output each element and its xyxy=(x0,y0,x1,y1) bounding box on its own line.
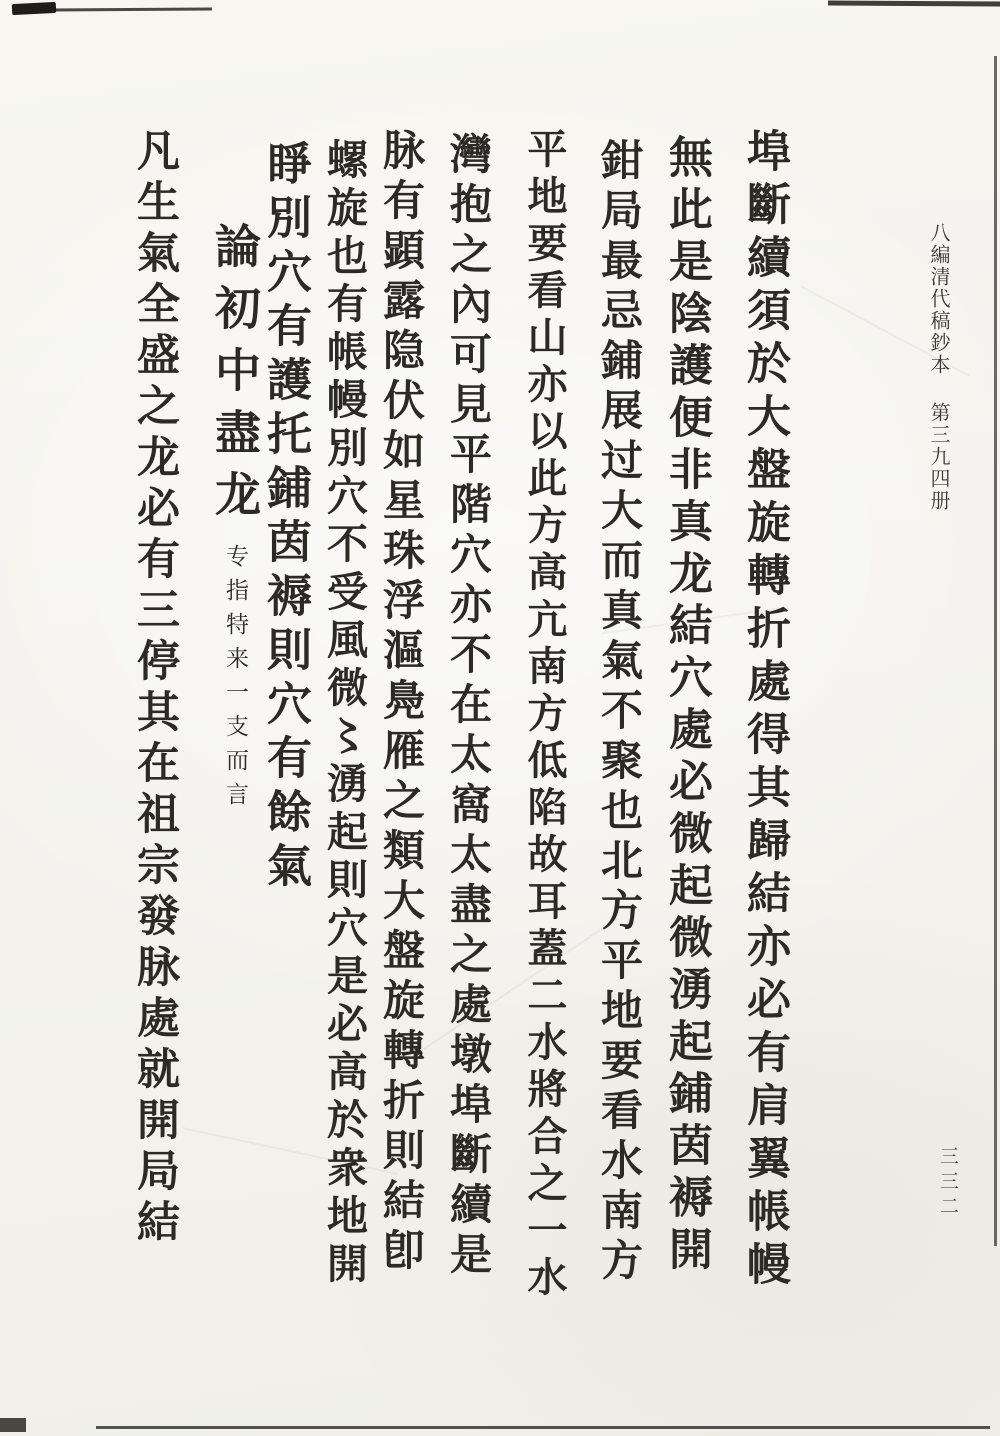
scan-artifact-bottom-left xyxy=(0,1418,26,1432)
scan-artifact-bottom-edge xyxy=(96,1426,990,1429)
text-column-10: 凡生氣全盛之龙必有三停其在祖宗發脉處就開局結 xyxy=(130,128,180,1250)
section-heading-column xyxy=(208,222,262,816)
text-column-5: 灣抱之內可見平階穴亦不在太窩太盡之處墩埠斷續是 xyxy=(444,132,493,1282)
text-column-3: 鉗局最忌鋪展过大而真氣不聚也北方平地要看水南方 xyxy=(595,138,644,1288)
series-title: 八編清代稿鈔本 xyxy=(927,222,949,376)
text-column-4: 平地要看山亦以此方高亢南方低陷故耳蓋二水將合之一水 xyxy=(521,128,567,1303)
scan-artifact-right-edge xyxy=(994,56,997,1246)
scan-artifact-top-edge xyxy=(52,7,212,11)
volume-label: 第三九四册 xyxy=(927,402,949,512)
text-column-1: 埠斷續須於大盤旋轉折處得其歸結亦必有肩翼帳幔 xyxy=(739,128,790,1294)
printed-margin-header xyxy=(924,222,953,512)
text-column-6: 脉有顕露隐伏如星珠浮漚鳧雁之類大盤旋轉折則結卽 xyxy=(377,128,426,1278)
text-column-2: 無此是陰護便非真龙結穴處必微起微湧起鋪茵褥開 xyxy=(661,134,712,1278)
section-annotation-small-text: 专指特来一支而言 xyxy=(222,544,248,816)
text-column-8: 睜別穴有護托鋪茵褥則穴有餘氣 xyxy=(259,140,312,896)
scan-artifact-top-left xyxy=(12,2,57,15)
page-number: 三三二 xyxy=(937,1146,958,1221)
text-column-7: 螺旋也有帳幔別穴不受風微〻湧起則穴是必高於衆地開 xyxy=(320,138,368,1290)
section-heading: 論初中盡龙 xyxy=(208,222,262,532)
scan-artifact-top-right xyxy=(828,1,1000,7)
paper-crease xyxy=(402,917,619,1064)
